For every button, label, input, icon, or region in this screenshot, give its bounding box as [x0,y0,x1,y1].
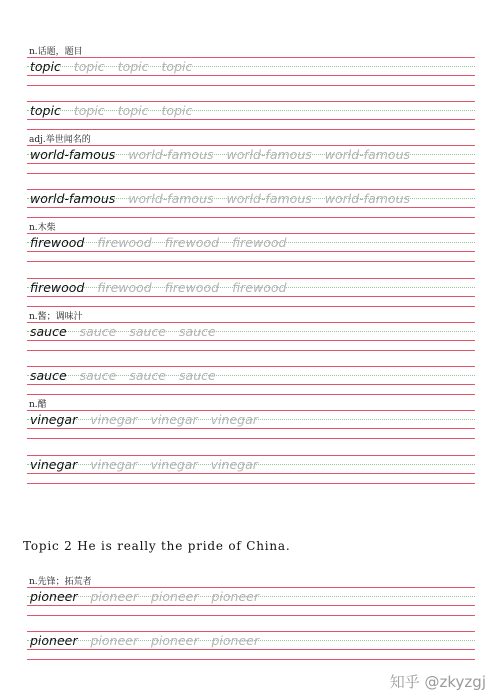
writing-band [27,278,475,308]
word-row [30,413,271,427]
writing-band [27,57,475,87]
trace-word: firewood [164,235,220,250]
word-row [30,458,271,472]
trace-word: topic [73,59,105,74]
definition-sauce: n.酱；调味汁 [29,312,83,322]
trace-word: sauce [79,368,117,383]
trace-word: world-famous [128,191,214,206]
word-row [30,192,423,206]
word: pioneer [30,589,78,604]
writing-band [27,189,475,219]
word: firewood [30,235,85,250]
trace-word: topic [117,59,149,74]
word-row [30,236,299,250]
trace-word: firewood [97,280,152,295]
trace-word: vinegar [210,412,258,427]
definition-topic: n.话题，题目 [29,47,83,57]
word-row [30,148,423,162]
word-row [30,60,205,74]
trace-word: topic [161,103,193,118]
trace-word: sauce [79,324,117,339]
trace-word: vinegar [150,457,198,472]
word: world-famous [30,147,116,162]
trace-word: pioneer [151,633,199,648]
word: firewood [30,280,85,295]
writing-band [27,366,475,396]
trace-word: sauce [129,368,167,383]
trace-word: sauce [179,368,216,383]
writing-band [27,410,475,440]
trace-word: firewood [164,280,220,295]
writing-band [27,145,475,175]
trace-word: topic [73,103,105,118]
trace-word: firewood [97,235,152,250]
word: vinegar [30,412,78,427]
writing-band [27,455,475,485]
word-row [30,104,205,118]
trace-word: firewood [232,235,287,250]
definition-firewood: n.木柴 [29,223,56,233]
trace-word: topic [117,103,149,118]
trace-word: sauce [179,324,216,339]
trace-word: pioneer [90,589,138,604]
word: pioneer [30,633,78,648]
word: topic [30,59,61,74]
word-row [30,590,272,604]
word: world-famous [30,191,116,206]
section-heading: Topic 2 He is really the pride of China. [23,539,291,553]
writing-band [27,587,475,617]
trace-word: vinegar [90,412,138,427]
watermark: 知乎 @zkyzgj [389,673,486,691]
trace-word: firewood [232,280,287,295]
trace-word: pioneer [211,589,259,604]
writing-band [27,631,475,661]
trace-word: vinegar [90,457,138,472]
word: sauce [30,324,67,339]
writing-band [27,233,475,263]
definition-pioneer: n.先锋；拓荒者 [29,577,92,587]
trace-word: world-famous [128,147,214,162]
trace-word: pioneer [151,589,199,604]
trace-word: world-famous [324,191,410,206]
writing-band [27,101,475,131]
definition-world-famous: adj.举世闻名的 [29,135,91,145]
trace-word: pioneer [211,633,259,648]
word: topic [30,103,61,118]
trace-word: world-famous [226,147,312,162]
word: vinegar [30,457,78,472]
trace-word: vinegar [210,457,258,472]
writing-band [27,322,475,352]
trace-word: world-famous [324,147,410,162]
word-row [30,325,229,339]
word-row [30,281,299,295]
word-row [30,634,272,648]
trace-word: world-famous [226,191,312,206]
trace-word: topic [161,59,193,74]
definition-vinegar: n.醋 [29,400,47,410]
trace-word: sauce [129,324,167,339]
word: sauce [30,368,67,383]
trace-word: pioneer [90,633,138,648]
trace-word: vinegar [150,412,198,427]
word-row [30,369,229,383]
